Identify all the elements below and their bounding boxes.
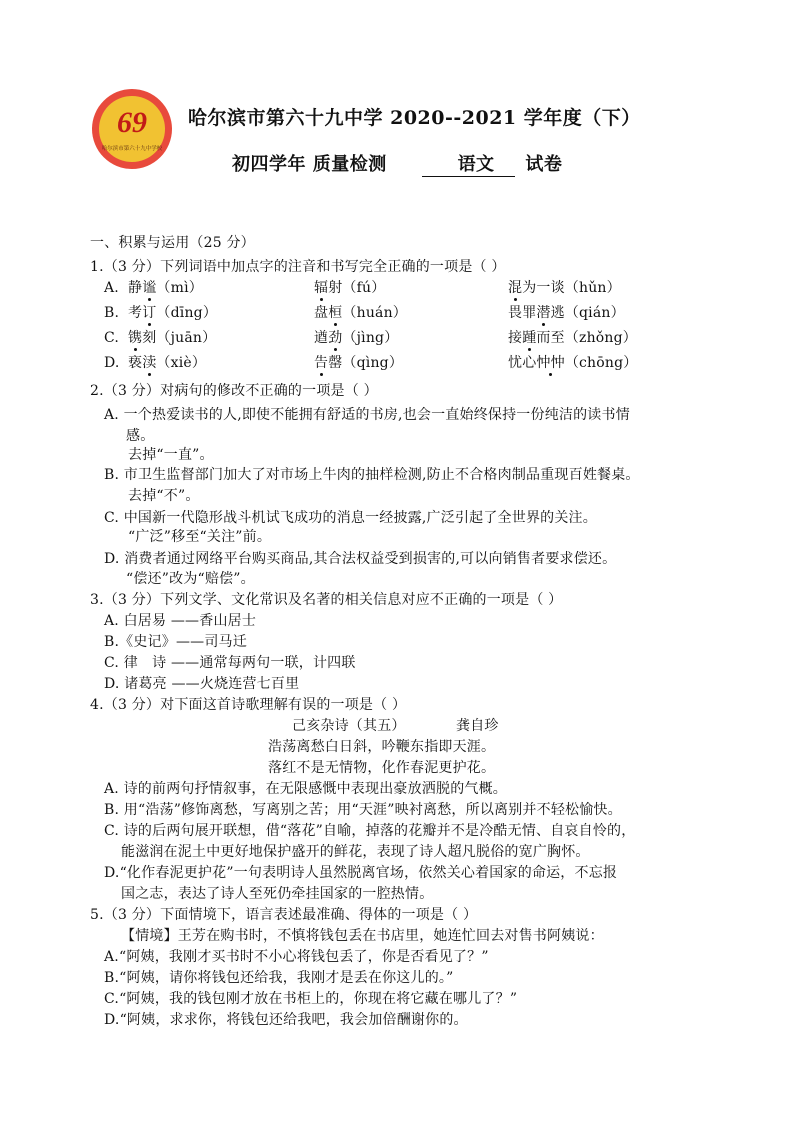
q1-item-text: （mì） [156,280,203,296]
q1-item-text: 遒 [314,330,329,346]
q1-item-text: 罄（qìng） [328,355,404,371]
q1-option-letter: C. [104,330,120,346]
q1-item-text: （xiè） [156,355,207,371]
logo-numeral: 69 [117,106,147,139]
q1-dotted-char: 辐 [314,280,329,296]
section-heading: 一、积累与运用（25 分） [90,235,255,251]
q1-dotted-char: 劲 [328,330,343,346]
q1-dotted-char: 告 [314,355,329,371]
q1-dotted-char: 桓 [328,305,343,321]
q4-line: C. 诗的后两句展开联想，借“落花”自喻，掉落的花瓣并不是冷酷无情、自哀自怜的， [104,823,636,839]
q1-item-text: 接 [508,330,523,346]
q1-item-text: （huán） [342,305,408,321]
school-logo [91,88,173,170]
q1-item-text: （chōng） [564,355,638,371]
q2-line: 去掉“一直”。 [128,447,214,463]
q1-dotted-char: 潜 [536,305,551,321]
subject-label: 语文 [422,150,515,177]
poem-title: 己亥杂诗（其五） [292,718,406,734]
q1-option-letter: B. [104,305,120,321]
q1-option-item [314,354,403,372]
q1-option-item [314,304,407,322]
q2-line: D. 消费者通过网络平台购买商品,其合法权益受到损害的,可以向销售者要求偿还。 [104,551,617,567]
q1-option-item [508,354,637,372]
q2-line: A. 一个热爱读书的人,即使不能拥有舒适的书房,也会一直始终保持一份纯洁的读书情 [104,407,630,423]
q3-option: C. 律 诗 ——通常每两句一联，计四联 [104,655,356,671]
q2-line: “偿还”改为“赔偿”。 [126,571,255,587]
q1-item-text: 逃（qián） [550,305,625,321]
q1-item-text: 亵 [128,355,143,371]
grade-exam-label: 初四学年 质量检测 [232,154,387,175]
logo-caption: 哈尔滨市第六十九中学校 [101,146,163,152]
q4-line: A. 诗的前两句抒情叙事，在无限感慨中表现出豪放洒脱的气概。 [104,781,508,797]
q5-option: B.“阿姨，请你将钱包还给我，我刚才是丢在你这儿的。” [104,970,454,986]
q5-option: D.“阿姨，求求你，将钱包还给我吧，我会加倍酬谢你的。 [104,1012,468,1028]
q4-line: 国之志，表达了诗人至死仍牵挂国家的一腔热情。 [121,886,434,902]
q1-item-text: （jìng） [342,330,399,346]
q4-line: 能滋润在泥土中更好地保护盛开的鲜花，表现了诗人超凡脱俗的宽广胸怀。 [121,844,590,860]
poem-author: 龚自珍 [456,718,499,734]
poem-line: 落红不是无情物，化作春泥更护花。 [268,760,496,776]
q1-option-item [508,329,637,347]
q5-context: 【情境】王芳在购书时，不慎将钱包丢在书店里，她连忙回去对售书阿姨说： [121,928,604,944]
q1-option-item [508,279,621,297]
q1-dotted-char: 踵 [522,330,537,346]
q5-stem: 5.（3 分）下面情境下，语言表述最准确、得体的一项是（ ） [90,907,478,923]
q1-option-item [508,304,625,322]
q3-stem: 3.（3 分）下列文学、文化常识及名著的相关信息对应不正确的一项是（ ） [90,592,563,608]
q1-dotted-char: 谧 [142,280,157,296]
exam-subtitle [232,150,562,177]
q1-dotted-char: 镌 [128,330,143,346]
q1-item-text: 而至（zhǒng） [536,330,638,346]
q1-stem: 1.（3 分）下列词语中加点字的注音和书写完全正确的一项是（ ） [90,259,506,275]
q1-dotted-char: 渎 [142,355,157,371]
q1-item-text: 静 [128,280,143,296]
q1-option-item [314,279,385,297]
q1-item-text: 为一谈（hǔn） [522,280,621,296]
q1-dotted-char: 忡忡 [536,355,565,371]
q2-stem: 2.（3 分）对病句的修改不正确的一项是（ ） [90,383,378,399]
q2-line: 去掉“不”。 [128,488,200,504]
q3-option: D. 诸葛亮 ——火烧连营七百里 [104,676,300,692]
q1-item-text: 考 [128,305,143,321]
q1-option-letter: D. [104,355,120,371]
q5-option: C.“阿姨，我的钱包刚才放在书柜上的，你现在将它藏在哪儿了？” [104,991,518,1007]
q1-item-text: 畏罪 [508,305,537,321]
poem-line: 浩荡离愁白日斜，吟鞭东指即天涯。 [268,739,496,755]
q1-option-item [128,279,203,297]
q1-option-item [128,304,217,322]
q1-option-letter: A. [104,280,119,296]
q3-option: A. 白居易 ——香山居士 [104,613,257,629]
q5-option: A.“阿姨，我刚才买书时不小心将钱包丢了，你是否看见了？” [104,949,489,965]
q4-line: B. 用“浩荡”修饰离愁，写离别之苦；用“天涯”映衬离愁，所以离别并不轻松愉快。 [104,802,622,818]
q1-dotted-char: 混 [508,280,523,296]
q2-line: C. 中国新一代隐形战斗机试飞成功的消息一经披露,广泛引起了全世界的关注。 [104,510,597,526]
q4-stem: 4.（3 分）对下面这首诗歌理解有误的一项是（ ） [90,697,407,713]
q2-line: “广泛”移至“关注”前。 [128,529,272,545]
q1-item-text: 射（fú） [328,280,386,296]
q2-line: B. 市卫生监督部门加大了对市场上牛肉的抽样检测,防止不合格肉制品重现百姓餐桌。 [104,467,640,483]
q2-line: 感。 [126,428,155,444]
q1-item-text: 忧心 [508,355,537,371]
q3-option: B.《史记》——司马迁 [104,634,247,650]
q4-line: D.“化作春泥更护花”一句表明诗人虽然脱离官场，依然关心着国家的命运，不忘报 [104,865,618,881]
q1-item-text: 刻（juān） [142,330,217,346]
paper-label: 试卷 [525,154,563,175]
q1-dotted-char: 订 [142,305,157,321]
q1-option-item [128,329,216,347]
q1-option-item [128,354,206,372]
q1-item-text: 盘 [314,305,329,321]
q1-option-item [314,329,398,347]
exam-title: 哈尔滨市第六十九中学 2020--2021 学年度（下） [188,107,641,129]
q1-item-text: （dīng） [156,305,218,321]
